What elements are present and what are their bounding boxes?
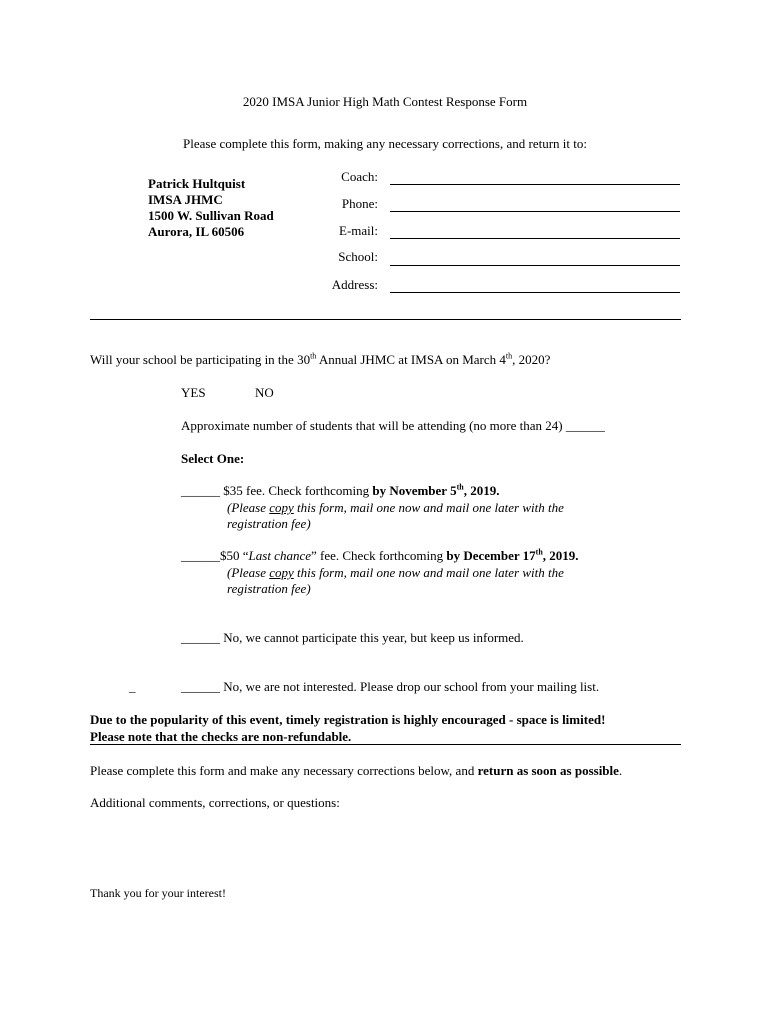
yes-option[interactable]: YES	[181, 385, 206, 400]
notice-divider	[90, 744, 681, 745]
option-50-note: (Please copy this form, mail one now and mail one later with the	[227, 565, 564, 580]
no-option[interactable]: NO	[255, 385, 274, 400]
school-label: School:	[338, 249, 378, 264]
address-name: Patrick Hultquist	[148, 176, 246, 191]
address-label: Address:	[331, 277, 378, 292]
option-cannot-blank[interactable]: ______	[181, 630, 220, 645]
coach-field[interactable]	[390, 183, 680, 185]
school-field[interactable]	[390, 264, 680, 266]
attendance-blank[interactable]: ______	[565, 418, 605, 433]
thank-you: Thank you for your interest!	[90, 886, 226, 900]
option-50-blank[interactable]: ______	[181, 548, 220, 563]
option-50-note-line2: registration fee)	[227, 581, 311, 596]
coach-label: Coach:	[341, 169, 378, 184]
participation-question: Will your school be participating in the 30th Annual JHMC at IMSA on March 4th, 2020?	[90, 351, 551, 367]
option-cannot-participate: ______ No, we cannot participate this year, but keep us informed.	[181, 630, 524, 645]
return-address	[148, 176, 274, 240]
option-35-note-line2: registration fee)	[227, 516, 311, 531]
option-not-interested: ______ No, we are not interested. Please drop our school from your mailing list.	[181, 679, 600, 694]
option-35-note: (Please copy this form, mail one now and mail one later with the	[227, 500, 564, 515]
intro-text: Please complete this form, making any necessary corrections, and return it to:	[183, 136, 587, 151]
attendance-line: Approximate number of students that will be attending (no more than 24) ______	[181, 418, 605, 433]
option-35-blank[interactable]: ______	[181, 483, 220, 498]
section-divider	[90, 319, 681, 320]
address-street: 1500 W. Sullivan Road	[148, 208, 274, 223]
email-label: E-mail:	[339, 223, 378, 238]
address-city: Aurora, IL 60506	[148, 224, 245, 239]
complete-instructions: Please complete this form and make any necessary corrections below, and return as soon as possible.	[90, 763, 623, 778]
comments-label: Additional comments, corrections, or questions:	[90, 795, 340, 810]
select-one-label: Select One:	[181, 451, 245, 466]
email-field[interactable]	[390, 237, 680, 239]
option-50-fee: ______$50 “Last chance” fee. Check forthcoming by December 17th, 2019.	[181, 547, 579, 563]
address-field[interactable]	[390, 291, 680, 293]
address-org: IMSA JHMC	[148, 192, 223, 207]
form-title: 2020 IMSA Junior High Math Contest Response Form	[242, 94, 528, 109]
phone-label: Phone:	[341, 196, 378, 211]
option-35-fee: ______ $35 fee. Check forthcoming by November 5th, 2019.	[181, 482, 500, 498]
notice-line1: Due to the popularity of this event, timely registration is highly encouraged - space is limited!	[90, 712, 606, 727]
option-not-interested-blank[interactable]: ______	[181, 679, 220, 694]
phone-field[interactable]	[390, 210, 680, 212]
stray-mark: _	[129, 679, 136, 694]
notice-line2: Please note that the checks are non-refundable.	[90, 729, 352, 744]
